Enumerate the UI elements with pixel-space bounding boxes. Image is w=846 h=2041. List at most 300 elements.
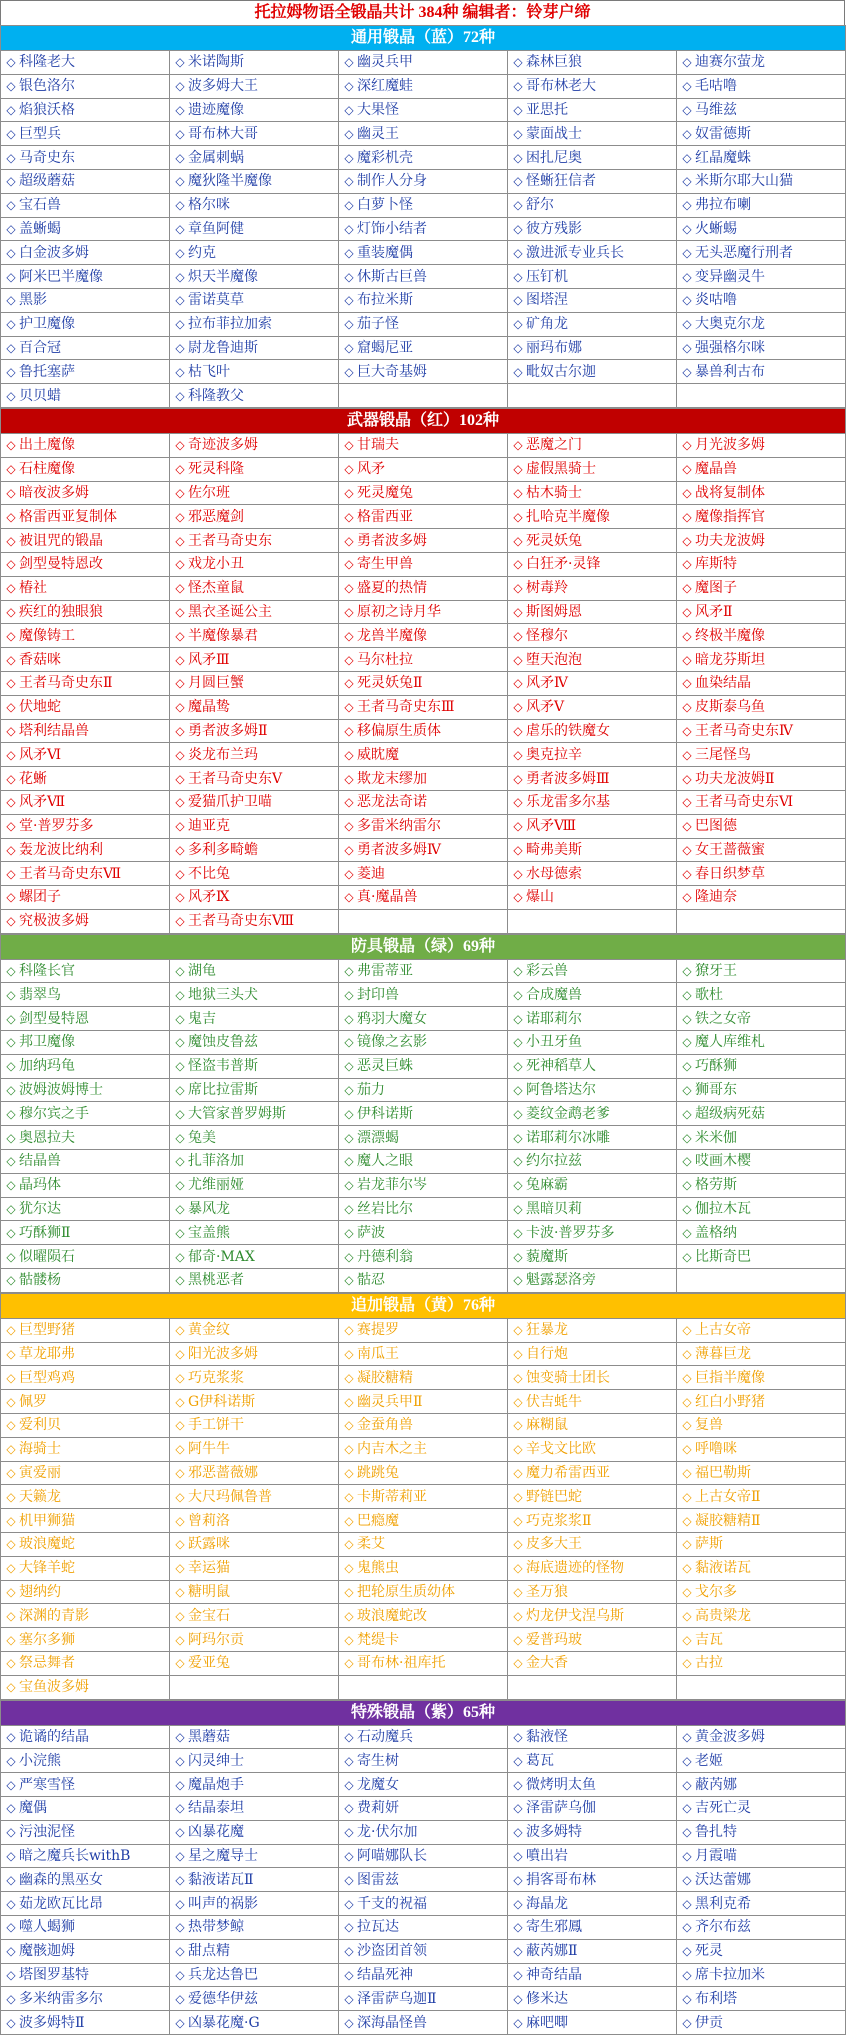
crystal-name: 贝贝蜡 <box>19 387 61 404</box>
diamond-icon: ◇ <box>6 533 16 548</box>
table-row <box>1 457 846 481</box>
crystal-item <box>170 1844 339 1868</box>
diamond-icon: ◇ <box>175 1825 185 1840</box>
crystal-name: 诺耶莉尔冰雕 <box>526 1129 610 1146</box>
crystal-item <box>677 719 846 743</box>
table-row <box>1 1126 846 1150</box>
crystal-item <box>1 1749 170 1773</box>
crystal-name: 风矛Ⅳ <box>526 675 568 692</box>
crystal-item <box>170 648 339 672</box>
crystal-name: 兔美 <box>188 1129 216 1146</box>
crystal-name: 功夫龙波姆Ⅱ <box>695 770 775 787</box>
crystal-name: 凝胶糖精 <box>357 1369 413 1386</box>
diamond-icon: ◇ <box>175 604 185 619</box>
crystal-name: 重装魔偶 <box>357 244 413 261</box>
crystal-name: 护卫魔像 <box>19 316 75 333</box>
crystal-item <box>508 1173 677 1197</box>
table-row <box>1 98 846 122</box>
diamond-icon: ◇ <box>682 150 692 165</box>
crystal-item <box>170 457 339 481</box>
crystal-item <box>677 1773 846 1797</box>
diamond-icon: ◇ <box>682 79 692 94</box>
diamond-icon: ◇ <box>175 1632 185 1647</box>
crystal-name: 魔力希雷西亚 <box>526 1465 610 1482</box>
crystal-item <box>170 1556 339 1580</box>
table-row <box>1 288 846 312</box>
crystal-name: 阿牛牛 <box>188 1441 230 1458</box>
diamond-icon: ◇ <box>6 1920 16 1935</box>
crystal-item <box>1 983 170 1007</box>
crystal-name: 上古女帝 <box>695 1322 751 1339</box>
crystal-item <box>508 719 677 743</box>
diamond-icon: ◇ <box>682 1825 692 1840</box>
empty-cell <box>677 1675 846 1699</box>
crystal-name: 幽森的黑巫女 <box>19 1871 103 1888</box>
diamond-icon: ◇ <box>513 676 523 691</box>
table-row <box>1 767 846 791</box>
crystal-name: 神奇结晶 <box>526 1966 582 1983</box>
crystal-item <box>677 1628 846 1652</box>
diamond-icon: ◇ <box>682 1991 692 2006</box>
crystal-name: 黑桃恶者 <box>188 1272 244 1289</box>
table-row <box>1 1197 846 1221</box>
diamond-icon: ◇ <box>6 126 16 141</box>
crystal-item <box>170 719 339 743</box>
diamond-icon: ◇ <box>513 1991 523 2006</box>
crystal-item <box>1 193 170 217</box>
crystal-item <box>508 743 677 767</box>
diamond-icon: ◇ <box>344 795 354 810</box>
crystal-item <box>677 671 846 695</box>
empty-cell <box>677 1269 846 1293</box>
diamond-icon: ◇ <box>344 1777 354 1792</box>
crystal-item <box>677 600 846 624</box>
diamond-icon: ◇ <box>175 293 185 308</box>
diamond-icon: ◇ <box>344 1920 354 1935</box>
crystal-name: 席卡拉加米 <box>695 1966 765 1983</box>
diamond-icon: ◇ <box>344 1202 354 1217</box>
crystal-name: 曾莉洛 <box>188 1512 230 1529</box>
crystal-name: 黏液怪 <box>526 1728 568 1745</box>
diamond-icon: ◇ <box>513 819 523 834</box>
crystal-name: 比斯奇巴 <box>695 1248 751 1265</box>
crystal-item <box>170 1031 339 1055</box>
diamond-icon: ◇ <box>682 700 692 715</box>
table-row <box>1 1390 846 1414</box>
crystal-item <box>508 1007 677 1031</box>
crystal-item <box>1 1987 170 2011</box>
crystal-item <box>677 790 846 814</box>
crystal-name: 黑蘑菇 <box>188 1728 230 1745</box>
crystal-item <box>1 1915 170 1939</box>
diamond-icon: ◇ <box>344 1249 354 1264</box>
empty-cell <box>677 909 846 933</box>
diamond-icon: ◇ <box>344 55 354 70</box>
crystal-name: 鲁托塞萨 <box>19 363 75 380</box>
crystal-name: 席比拉雷斯 <box>188 1082 258 1099</box>
crystal-name: 龙·伏尔加 <box>357 1824 418 1841</box>
table-row <box>1 241 846 265</box>
crystal-name: 湖龟 <box>188 963 216 980</box>
crystal-item <box>508 886 677 910</box>
diamond-icon: ◇ <box>344 1370 354 1385</box>
diamond-icon: ◇ <box>344 1489 354 1504</box>
crystal-name: 爱猫爪护卫喵 <box>188 794 272 811</box>
crystal-name: 大锋羊蛇 <box>19 1560 75 1577</box>
diamond-icon: ◇ <box>682 1608 692 1623</box>
table-row <box>1 1078 846 1102</box>
crystal-item <box>508 1461 677 1485</box>
crystal-name: 沙盗团首领 <box>357 1943 427 1960</box>
diamond-icon: ◇ <box>682 652 692 667</box>
crystal-item <box>339 1628 508 1652</box>
diamond-icon: ◇ <box>6 1418 16 1433</box>
crystal-item <box>677 1150 846 1174</box>
diamond-icon: ◇ <box>6 1225 16 1240</box>
diamond-icon: ◇ <box>344 1130 354 1145</box>
section-header: 武器锻晶（红）102种 <box>1 408 846 433</box>
diamond-icon: ◇ <box>6 174 16 189</box>
crystal-name: 巧酥狮 <box>695 1058 737 1075</box>
diamond-icon: ◇ <box>344 1656 354 1671</box>
diamond-icon: ◇ <box>175 771 185 786</box>
crystal-name: 巴瘾魔 <box>357 1512 399 1529</box>
crystal-name: 移偏原生质体 <box>357 722 441 739</box>
diamond-icon: ◇ <box>6 438 16 453</box>
crystal-item <box>508 959 677 983</box>
crystal-item <box>508 98 677 122</box>
crystal-name: 女王蔷薇蜜 <box>695 841 765 858</box>
diamond-icon: ◇ <box>6 1967 16 1982</box>
diamond-icon: ◇ <box>513 1920 523 1935</box>
crystal-name: 布拉米斯 <box>357 292 413 309</box>
diamond-icon: ◇ <box>344 1872 354 1887</box>
diamond-icon: ◇ <box>175 1608 185 1623</box>
diamond-icon: ◇ <box>6 1632 16 1647</box>
diamond-icon: ◇ <box>513 1130 523 1145</box>
crystal-item <box>508 838 677 862</box>
diamond-icon: ◇ <box>682 1035 692 1050</box>
crystal-item <box>677 360 846 384</box>
table-row <box>1 1054 846 1078</box>
diamond-icon: ◇ <box>6 964 16 979</box>
diamond-icon: ◇ <box>682 198 692 213</box>
diamond-icon: ◇ <box>344 509 354 524</box>
crystal-item <box>1 1126 170 1150</box>
diamond-icon: ◇ <box>175 1537 185 1552</box>
diamond-icon: ◇ <box>682 1394 692 1409</box>
crystal-name: 凝胶糖精Ⅱ <box>695 1512 761 1529</box>
empty-cell <box>339 909 508 933</box>
diamond-icon: ◇ <box>6 1896 16 1911</box>
crystal-name: 王者马奇史东Ⅳ <box>695 722 793 739</box>
crystal-item <box>1 1221 170 1245</box>
crystal-name: 多利多畸蟾 <box>188 841 258 858</box>
crystal-name: 科隆老大 <box>19 54 75 71</box>
crystal-item <box>1 217 170 241</box>
crystal-item <box>677 146 846 170</box>
crystal-item <box>1 767 170 791</box>
crystal-name: 鬼吉 <box>188 1010 216 1027</box>
crystal-item <box>170 529 339 553</box>
diamond-icon: ◇ <box>344 245 354 260</box>
crystal-name: 塔利结晶兽 <box>19 722 89 739</box>
crystal-name: 卡斯蒂莉亚 <box>357 1488 427 1505</box>
diamond-icon: ◇ <box>344 1585 354 1599</box>
crystal-item <box>1 1054 170 1078</box>
crystal-item <box>1 1031 170 1055</box>
diamond-icon: ◇ <box>682 604 692 619</box>
diamond-icon: ◇ <box>344 581 354 596</box>
diamond-icon: ◇ <box>513 747 523 762</box>
diamond-icon: ◇ <box>513 174 523 189</box>
diamond-icon: ◇ <box>6 1513 16 1528</box>
diamond-icon: ◇ <box>175 628 185 643</box>
crystal-name: 怪蜥狂信者 <box>526 173 596 190</box>
diamond-icon: ◇ <box>6 581 16 596</box>
diamond-icon: ◇ <box>513 604 523 619</box>
diamond-icon: ◇ <box>6 676 16 691</box>
crystal-name: 把轮原生质幼体 <box>357 1584 455 1600</box>
crystal-item <box>508 122 677 146</box>
table-row <box>1 959 846 983</box>
diamond-icon: ◇ <box>6 1680 16 1695</box>
diamond-icon: ◇ <box>6 150 16 165</box>
crystal-item <box>1 1820 170 1844</box>
crystal-item <box>1 1485 170 1509</box>
crystal-item <box>170 1102 339 1126</box>
diamond-icon: ◇ <box>175 581 185 596</box>
crystal-name: 章鱼阿健 <box>188 220 244 237</box>
crystal-item <box>508 169 677 193</box>
crystal-name: 遗迹魔像 <box>188 101 244 118</box>
crystal-name: 死灵 <box>695 1943 723 1960</box>
diamond-icon: ◇ <box>6 1466 16 1481</box>
diamond-icon: ◇ <box>6 79 16 94</box>
table-row <box>1 122 846 146</box>
table-row <box>1 265 846 289</box>
crystal-item <box>508 767 677 791</box>
diamond-icon: ◇ <box>682 1370 692 1385</box>
crystal-item <box>339 241 508 265</box>
diamond-icon: ◇ <box>6 1991 16 2006</box>
table-row <box>1 217 846 241</box>
crystal-name: 死神稻草人 <box>526 1058 596 1075</box>
diamond-icon: ◇ <box>175 1777 185 1792</box>
crystal-item <box>170 1533 339 1557</box>
diamond-icon: ◇ <box>682 509 692 524</box>
crystal-item <box>170 1197 339 1221</box>
diamond-icon: ◇ <box>175 1872 185 1887</box>
diamond-icon: ◇ <box>6 1106 16 1121</box>
crystal-name: 凶暴花魔·G <box>188 2014 260 2031</box>
crystal-item <box>677 122 846 146</box>
diamond-icon: ◇ <box>175 1848 185 1863</box>
crystal-name: 马奇史东 <box>19 149 75 166</box>
crystal-name: 黄金纹 <box>188 1322 230 1339</box>
table-row <box>1 1820 846 1844</box>
crystal-item <box>170 1987 339 2011</box>
crystal-item <box>1 1868 170 1892</box>
crystal-item <box>1 671 170 695</box>
crystal-name: 塞尔多狮 <box>19 1631 75 1648</box>
diamond-icon: ◇ <box>513 1035 523 1050</box>
diamond-icon: ◇ <box>682 102 692 117</box>
diamond-icon: ◇ <box>513 1729 523 1744</box>
crystal-item <box>1 312 170 336</box>
crystal-item <box>1 384 170 408</box>
crystal-name: 噬人蝎狮 <box>19 1919 75 1936</box>
crystal-item <box>339 1366 508 1390</box>
diamond-icon: ◇ <box>513 723 523 738</box>
diamond-icon: ◇ <box>344 485 354 500</box>
diamond-icon: ◇ <box>6 1059 16 1074</box>
diamond-icon: ◇ <box>175 747 185 762</box>
diamond-icon: ◇ <box>682 1585 692 1599</box>
crystal-item <box>677 1939 846 1963</box>
crystal-name: 茄子怪 <box>357 316 399 333</box>
crystal-name: 机甲狮猫 <box>19 1512 75 1529</box>
table-row <box>1 1318 846 1342</box>
crystal-name: 自行炮 <box>526 1346 568 1363</box>
diamond-icon: ◇ <box>175 1130 185 1145</box>
crystal-name: 佐尔班 <box>188 484 230 501</box>
diamond-icon: ◇ <box>513 1513 523 1528</box>
crystal-name: 晶玛体 <box>19 1177 61 1194</box>
crystal-name: 合成魔兽 <box>526 986 582 1003</box>
crystal-name: 风矛Ⅲ <box>188 651 230 668</box>
diamond-icon: ◇ <box>513 1370 523 1385</box>
diamond-icon: ◇ <box>682 1466 692 1481</box>
diamond-icon: ◇ <box>513 866 523 881</box>
crystal-name: 犹尔达 <box>19 1201 61 1218</box>
diamond-icon: ◇ <box>513 1585 523 1599</box>
diamond-icon: ◇ <box>6 1777 16 1792</box>
crystal-name: 赛提罗 <box>357 1322 399 1339</box>
crystal-item <box>508 2011 677 2035</box>
diamond-icon: ◇ <box>6 1825 16 1840</box>
crystal-item <box>170 862 339 886</box>
diamond-icon: ◇ <box>175 245 185 260</box>
crystal-name: 奥恩拉夫 <box>19 1129 75 1146</box>
crystal-item <box>1 457 170 481</box>
crystal-item <box>339 433 508 457</box>
crystal-item <box>677 1007 846 1031</box>
crystal-name: 波多姆特 <box>526 1824 582 1841</box>
crystal-name: 诡谲的结晶 <box>19 1728 89 1745</box>
crystal-item <box>508 1197 677 1221</box>
diamond-icon: ◇ <box>513 1202 523 1217</box>
crystal-name: 米诺陶斯 <box>188 54 244 71</box>
crystal-name: 闪灵绅士 <box>188 1752 244 1769</box>
diamond-icon: ◇ <box>344 1225 354 1240</box>
diamond-icon: ◇ <box>175 890 185 905</box>
crystal-item <box>339 312 508 336</box>
crystal-item <box>1 1580 170 1604</box>
crystal-name: 火蜥蜴 <box>695 220 737 237</box>
crystal-item <box>339 552 508 576</box>
crystal-item <box>508 529 677 553</box>
crystal-name: 萨斯 <box>695 1536 723 1553</box>
crystal-name: 月霞喵 <box>695 1847 737 1864</box>
crystal-item <box>1 1245 170 1269</box>
crystal-name: 高贵梁龙 <box>695 1607 751 1624</box>
diamond-icon: ◇ <box>344 1513 354 1528</box>
crystal-name: 马维兹 <box>695 101 737 118</box>
diamond-icon: ◇ <box>175 2015 185 2030</box>
crystal-name: 爱利贝 <box>19 1417 61 1434</box>
crystal-name: 南瓜王 <box>357 1346 399 1363</box>
crystal-name: 千支的祝福 <box>357 1895 427 1912</box>
crystal-name: 阿喵娜队长 <box>357 1847 427 1864</box>
crystal-name: 弗雷蒂亚 <box>357 963 413 980</box>
crystal-name: 诺耶莉尔 <box>526 1010 582 1027</box>
crystal-name: 戏龙小丑 <box>188 556 244 573</box>
crystal-name: 舒尔 <box>526 197 554 214</box>
diamond-icon: ◇ <box>175 1249 185 1264</box>
crystal-name: 皮多大王 <box>526 1536 582 1553</box>
diamond-icon: ◇ <box>6 2015 16 2030</box>
crystal-item <box>339 1533 508 1557</box>
empty-cell <box>508 1675 677 1699</box>
crystal-name: 魔偶 <box>19 1800 47 1817</box>
diamond-icon: ◇ <box>175 317 185 332</box>
diamond-icon: ◇ <box>513 245 523 260</box>
crystal-name: 骷髅杨 <box>19 1272 61 1289</box>
diamond-icon: ◇ <box>6 1130 16 1145</box>
crystal-item <box>1 1773 170 1797</box>
crystal-item <box>508 1987 677 2011</box>
diamond-icon: ◇ <box>344 700 354 715</box>
crystal-item <box>677 51 846 75</box>
crystal-item <box>508 241 677 265</box>
diamond-icon: ◇ <box>513 628 523 643</box>
crystal-item <box>1 1078 170 1102</box>
diamond-icon: ◇ <box>344 1753 354 1768</box>
crystal-name: 藐魔斯 <box>526 1248 568 1265</box>
crystal-name: 黑影 <box>19 292 47 309</box>
diamond-icon: ◇ <box>344 1944 354 1959</box>
diamond-icon: ◇ <box>513 1656 523 1671</box>
table-row <box>1 600 846 624</box>
table-row <box>1 74 846 98</box>
diamond-icon: ◇ <box>344 723 354 738</box>
crystal-item <box>677 1796 846 1820</box>
diamond-icon: ◇ <box>175 1585 185 1599</box>
crystal-item <box>1 838 170 862</box>
crystal-item <box>508 1150 677 1174</box>
diamond-icon: ◇ <box>513 340 523 355</box>
crystal-item <box>677 862 846 886</box>
crystal-item <box>170 1126 339 1150</box>
diamond-icon: ◇ <box>175 1083 185 1098</box>
crystal-name: 恶灵巨蛛 <box>357 1058 413 1075</box>
crystal-item <box>1 959 170 983</box>
crystal-name: 阳光波多姆 <box>188 1346 258 1363</box>
diamond-icon: ◇ <box>6 198 16 213</box>
crystal-name: 戈尔多 <box>695 1584 737 1600</box>
crystal-name: 无头恶魔行刑者 <box>695 244 793 261</box>
crystal-name: 隆迪奈 <box>695 889 737 906</box>
crystal-item <box>677 1461 846 1485</box>
crystal-name: 阿玛尔贡 <box>188 1631 244 1648</box>
diamond-icon: ◇ <box>175 150 185 165</box>
crystal-name: 复兽 <box>695 1417 723 1434</box>
crystal-name: 王者马奇史东Ⅱ <box>19 675 113 692</box>
diamond-icon: ◇ <box>175 1561 185 1576</box>
crystal-name: 兔麻霸 <box>526 1177 568 1194</box>
crystal-item <box>508 336 677 360</box>
